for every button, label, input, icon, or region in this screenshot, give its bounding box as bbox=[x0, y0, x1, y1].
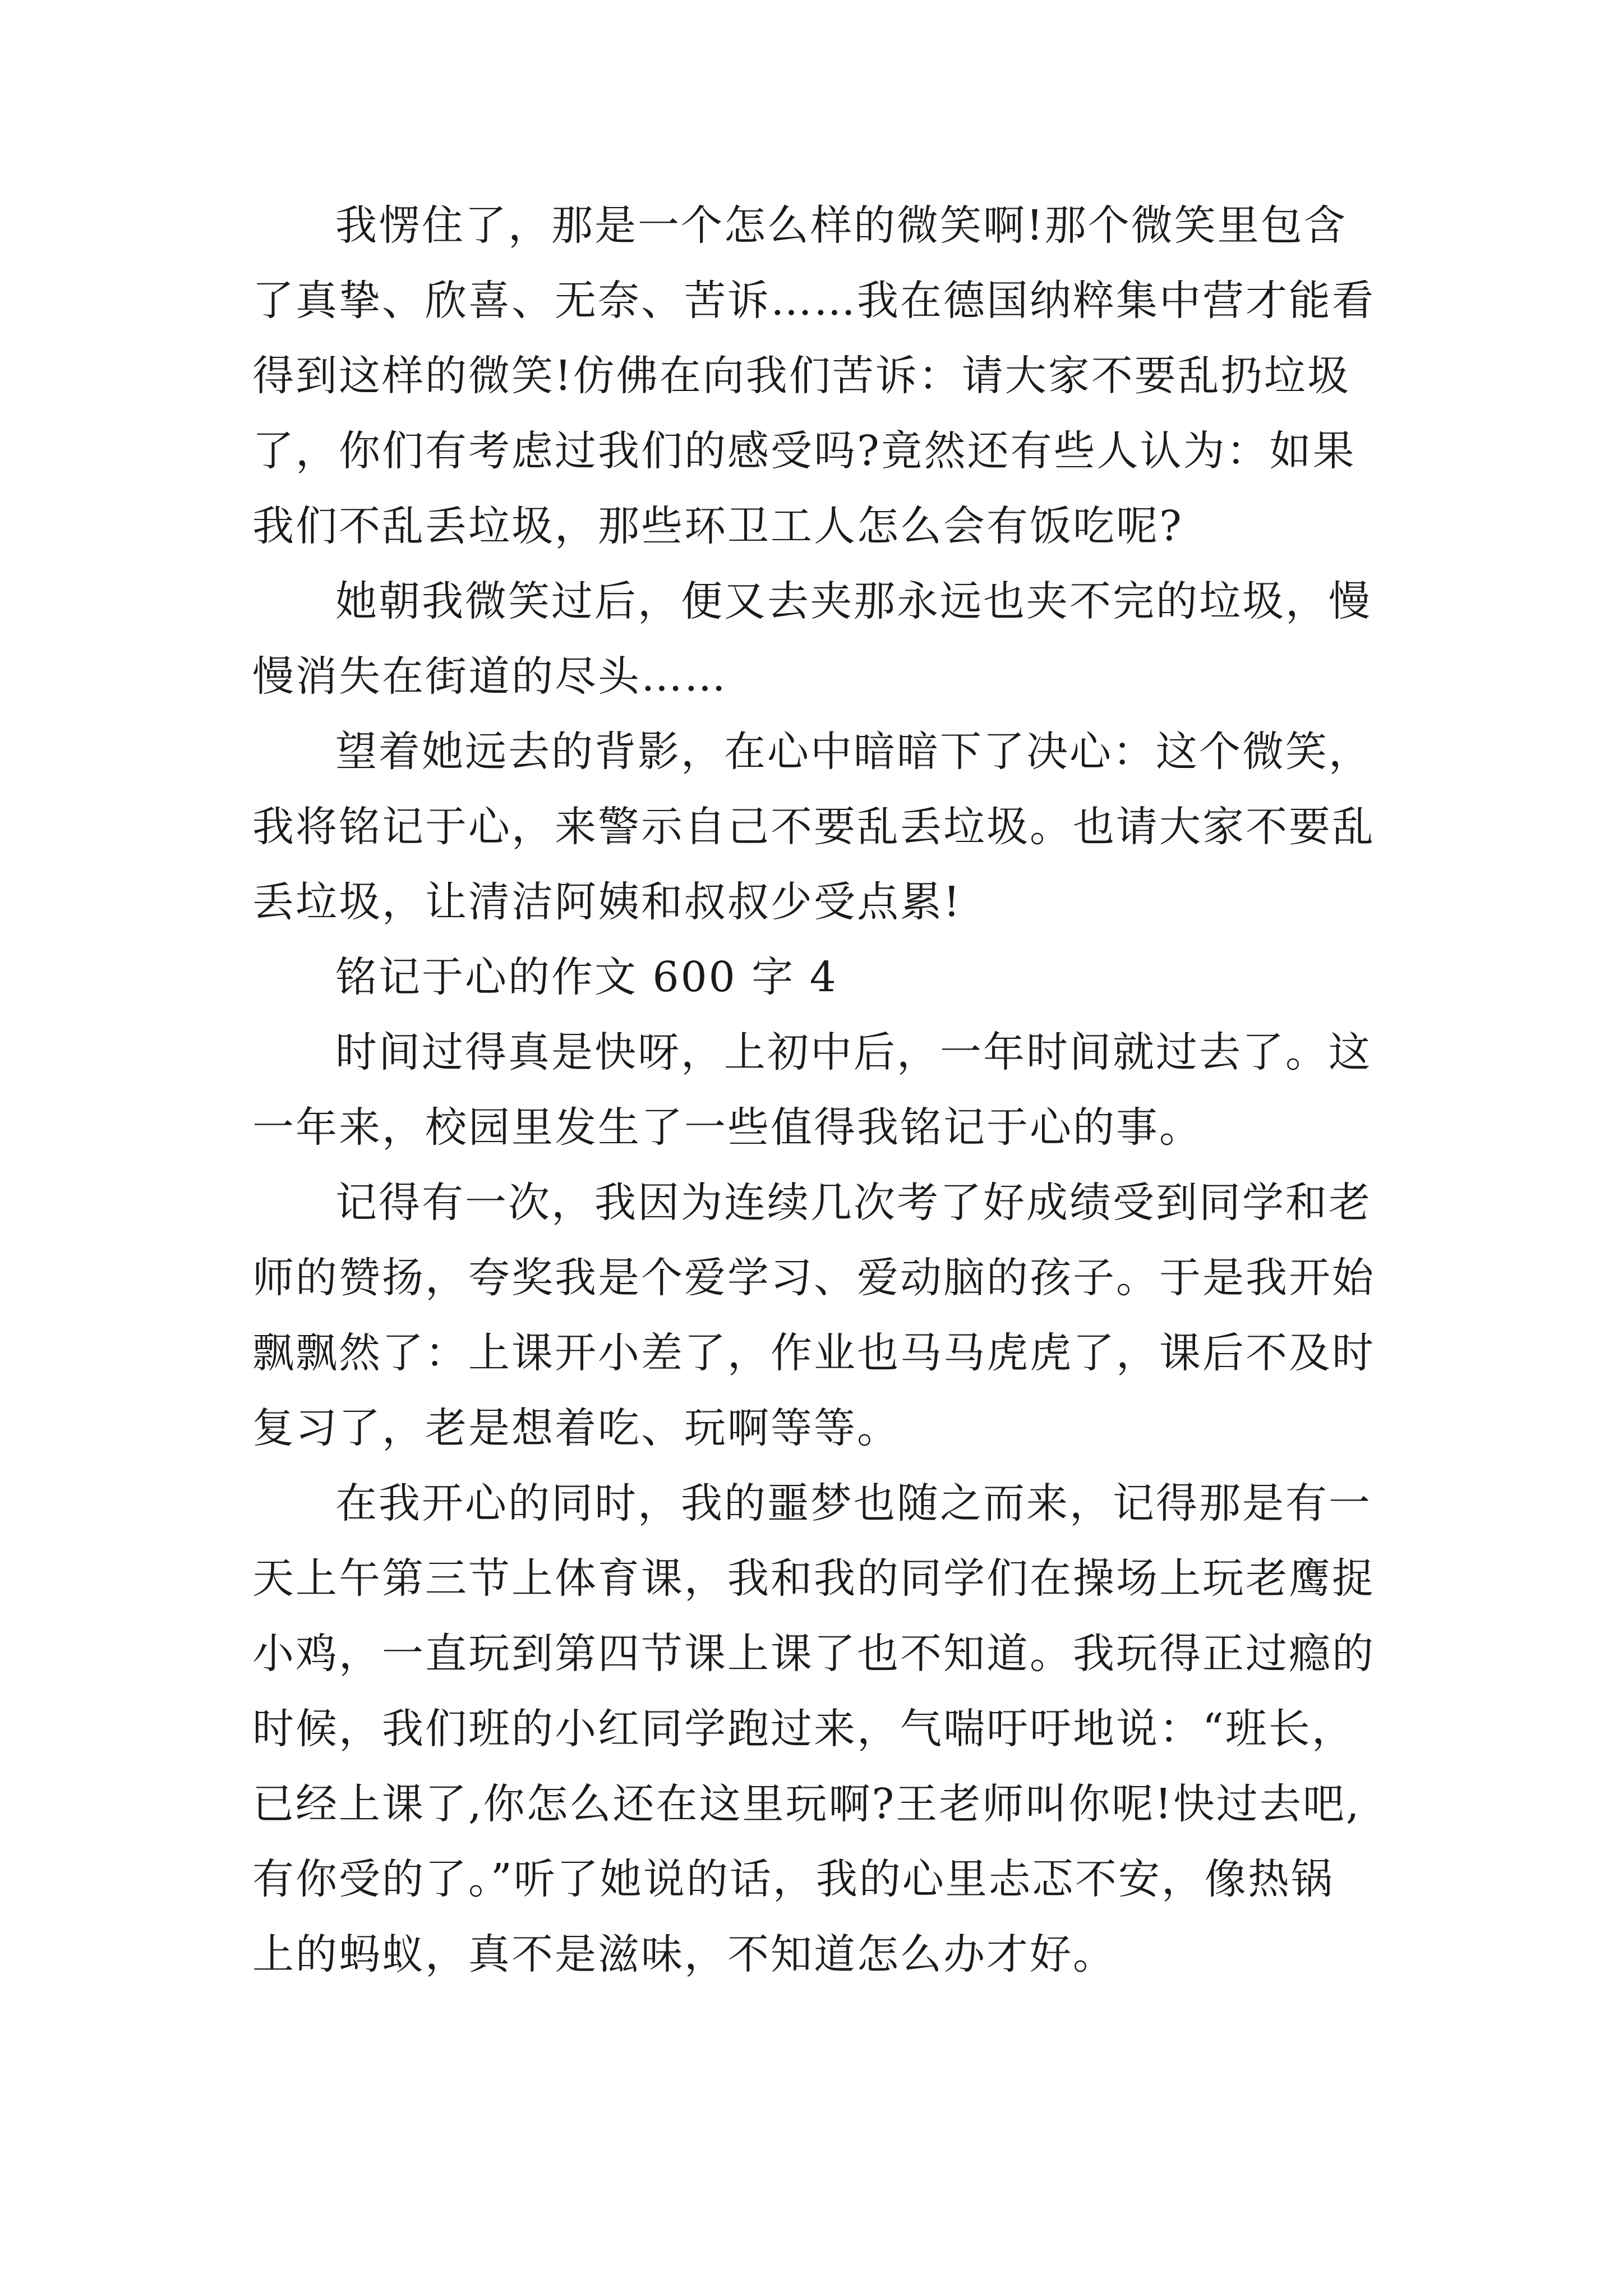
text-line: 小鸡，一直玩到第四节课上课了也不知道。我玩得正过瘾的 bbox=[252, 1630, 1375, 1678]
text-line: 我愣住了，那是一个怎么样的微笑啊!那个微笑里包含 bbox=[335, 201, 1347, 250]
text-line: 天上午第三节上体育课，我和我的同学们在操场上玩老鹰捉 bbox=[252, 1554, 1375, 1603]
text-line: 在我开心的同时，我的噩梦也随之而来，记得那是有一 bbox=[335, 1479, 1372, 1527]
text-line: 上的蚂蚁，真不是滋味，不知道怎么办才好。 bbox=[252, 1930, 1116, 1978]
text-line: 复习了，老是想着吃、玩啊等等。 bbox=[252, 1404, 900, 1452]
text-line: 记得有一次，我因为连续几次考了好成绩受到同学和老 bbox=[335, 1179, 1372, 1227]
text-line: 我们不乱丢垃圾，那些环卫工人怎么会有饭吃呢? bbox=[252, 502, 1183, 550]
text-line: 慢消失在街道的尽头…… bbox=[252, 652, 727, 701]
text-line: 师的赞扬，夸奖我是个爱学习、爱动脑的孩子。于是我开始 bbox=[252, 1254, 1375, 1302]
text-line: 时候，我们班的小红同学跑过来，气喘吁吁地说：“班长， bbox=[252, 1705, 1355, 1753]
text-line: 一年来，校园里发生了一些值得我铭记于心的事。 bbox=[252, 1103, 1202, 1152]
text-line: 已经上课了,你怎么还在这里玩啊?王老师叫你呢!快过去吧, bbox=[252, 1780, 1361, 1828]
text-line: 望着她远去的背影，在心中暗暗下了决心：这个微笑， bbox=[335, 728, 1372, 776]
text-line: 飘飘然了：上课开小差了，作业也马马虎虎了，课后不及时 bbox=[252, 1329, 1375, 1377]
text-line: 了，你们有考虑过我们的感受吗?竟然还有些人认为：如果 bbox=[252, 427, 1356, 475]
text-line: 我将铭记于心，来警示自己不要乱丢垃圾。也请大家不要乱 bbox=[252, 803, 1375, 851]
text-line: 她朝我微笑过后，便又去夹那永远也夹不完的垃圾，慢 bbox=[335, 577, 1372, 625]
section-heading: 铭记于心的作文 600 字 4 bbox=[335, 953, 838, 1001]
text-line: 了真挚、欣喜、无奈、苦诉……我在德国纳粹集中营才能看 bbox=[252, 277, 1375, 325]
essay-body bbox=[252, 188, 1385, 1992]
text-line: 有你受的了。”听了她说的话，我的心里忐忑不安，像热锅 bbox=[252, 1855, 1334, 1903]
text-line: 得到这样的微笑!仿佛在向我们苦诉：请大家不要乱扔垃圾 bbox=[252, 352, 1350, 400]
text-line: 时间过得真是快呀，上初中后，一年时间就过去了。这 bbox=[335, 1028, 1372, 1076]
text-line: 丢垃圾，让清洁阿姨和叔叔少受点累! bbox=[252, 878, 962, 926]
